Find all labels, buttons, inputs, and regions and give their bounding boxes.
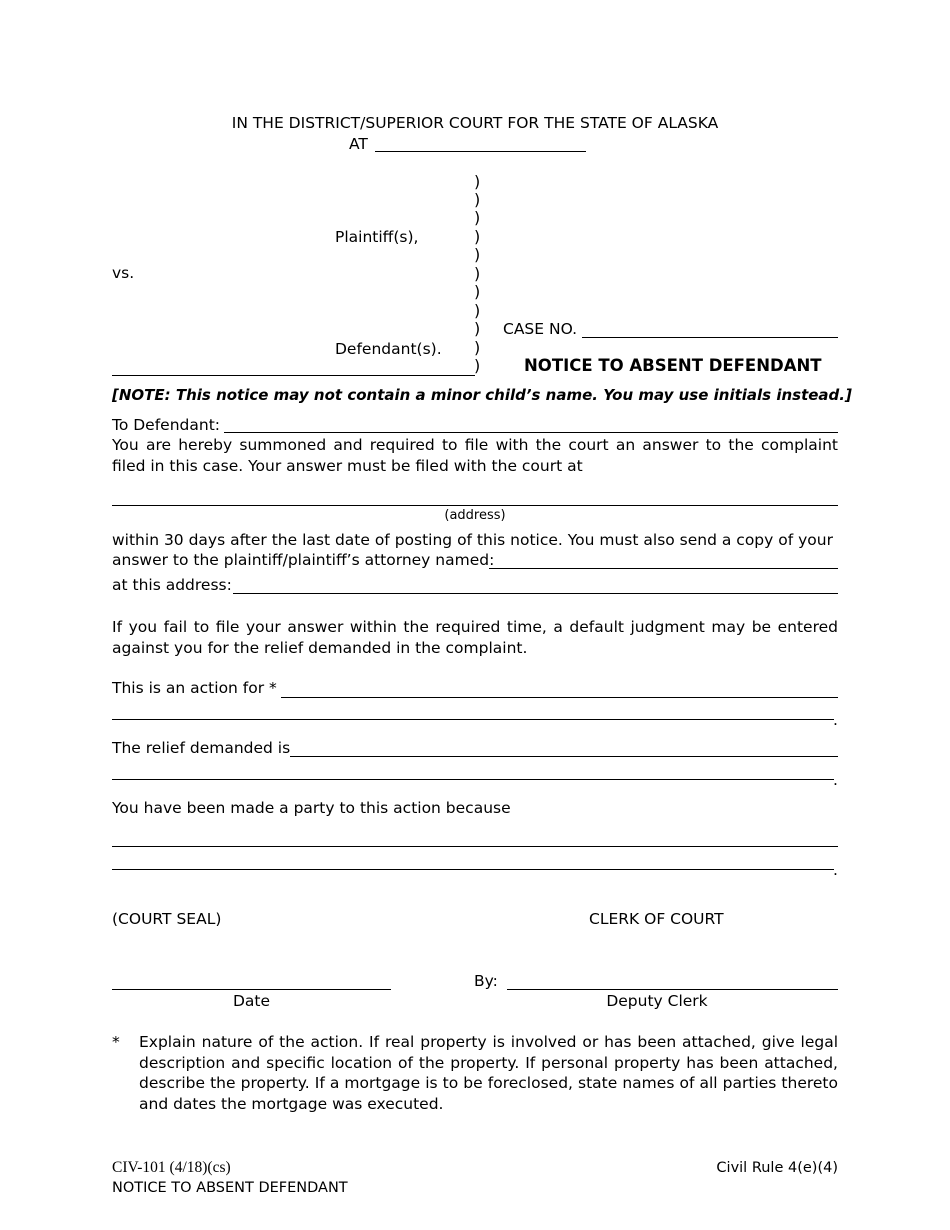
case-number-field[interactable] (582, 337, 838, 338)
line-end-period: . (833, 861, 838, 879)
relief-field[interactable] (290, 756, 838, 757)
at-this-address-label: at this address: (112, 576, 232, 594)
party-because-field-line2[interactable] (112, 869, 834, 870)
caption-paren: ) (474, 172, 481, 191)
action-for-label: This is an action for * (112, 679, 277, 697)
clerk-of-court-label: CLERK OF COURT (589, 910, 724, 928)
date-field[interactable] (112, 989, 391, 990)
attorney-address-field[interactable] (233, 593, 838, 594)
line-end-period: . (833, 711, 838, 729)
court-seal-label: (COURT SEAL) (112, 910, 222, 928)
to-defendant-field[interactable] (224, 432, 838, 433)
attorney-named-label: answer to the plaintiff/plaintiff’s attorney named: (112, 551, 495, 569)
caption-paren: ) (474, 190, 481, 209)
footnote-text: Explain nature of the action. If real property is involved or has been attached, give legal description and specific location of the property. If personal property has been attached, describe the property. If a mortgage is to be foreclosed, state names of all parties thereto and dates the mortgage was executed. (139, 1033, 838, 1113)
civil-rule: Civil Rule 4(e)(4) (716, 1160, 838, 1176)
plaintiff-label: Plaintiff(s), (335, 228, 419, 246)
footnote-marker: * (112, 1033, 120, 1051)
action-for-field[interactable] (281, 697, 838, 698)
at-label: AT (349, 135, 368, 153)
vs-label: vs. (112, 264, 135, 282)
court-location-field[interactable] (375, 151, 586, 152)
to-defendant-label: To Defendant: (112, 416, 220, 434)
caption-paren: ) (474, 264, 481, 283)
date-caption: Date (232, 992, 271, 1010)
court-heading: IN THE DISTRICT/SUPERIOR COURT FOR THE STATE OF ALASKA (231, 114, 719, 132)
caption-paren: ) (474, 282, 481, 301)
deputy-clerk-caption: Deputy Clerk (606, 992, 708, 1010)
line-end-period: . (833, 771, 838, 789)
party-because-label: You have been made a party to this action because (112, 799, 511, 817)
relief-label: The relief demanded is (112, 739, 291, 757)
caption-paren: ) (474, 301, 481, 320)
by-label: By: (474, 972, 498, 990)
caption-paren: ) (474, 319, 481, 338)
deputy-clerk-signature-field[interactable] (507, 989, 838, 990)
address-caption: (address) (444, 508, 506, 523)
caption-paren: ) (474, 227, 481, 246)
form-title: NOTICE TO ABSENT DEFENDANT (524, 356, 822, 375)
default-warning: If you fail to file your answer within the required time, a default judgment may be entered against you for the relief demanded in the complaint. (112, 618, 838, 657)
relief-field-line2[interactable] (112, 779, 834, 780)
case-no-label: CASE NO. (503, 320, 578, 338)
caption-paren: ) (474, 356, 481, 375)
attorney-name-field[interactable] (489, 568, 838, 569)
defendant-name-field[interactable] (112, 375, 475, 376)
privacy-note: [NOTE: This notice may not contain a minor child’s name. You may use initials instead.] (112, 386, 852, 404)
form-number: CIV-101 (4/18)(cs) (112, 1159, 231, 1176)
caption-paren: ) (474, 208, 481, 227)
within-days-line: within 30 days after the last date of posting of this notice. You must also send a copy of your (112, 531, 833, 549)
caption-paren: ) (474, 245, 481, 264)
summons-paragraph: You are hereby summoned and required to file with the court an answer to the complaint filed in this case. Your answer must be filed with the court at (112, 436, 838, 475)
caption-paren: ) (474, 338, 481, 357)
action-for-field-line2[interactable] (112, 719, 834, 720)
form-name: NOTICE TO ABSENT DEFENDANT (112, 1180, 348, 1196)
party-because-field[interactable] (112, 846, 838, 847)
defendant-label: Defendant(s). (335, 340, 442, 358)
